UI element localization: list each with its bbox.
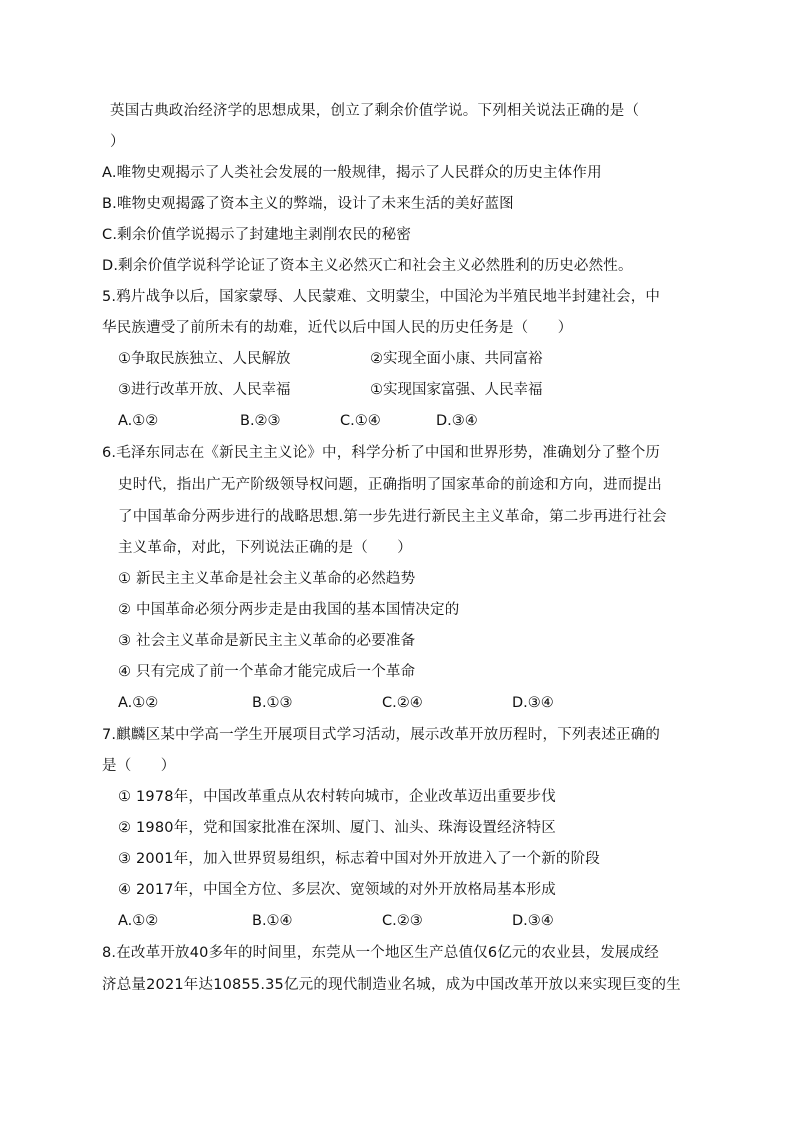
q8-stem-line-2: 济总量2021年达10855.35亿元的现代制造业名城，成为中国改革开放以来实现巨变的生: [102, 977, 681, 993]
intro-line-1: 英国古典政治经济学的思想成果，创立了剩余价值学说。下列相关说法正确的是（: [110, 103, 640, 119]
q6-item-2: ② 中国革命必须分两步走是由我国的基本国情决定的: [118, 602, 460, 618]
intro-option-b: B.唯物史观揭露了资本主义的弊端，设计了未来生活的美好蓝图: [102, 196, 514, 212]
q6-stem-line-1: 6.毛泽东同志在《新民主主义论》中，科学分析了中国和世界形势，准确划分了整个历: [102, 445, 661, 461]
q6-item-3: ③ 社会主义革命是新民主主义革命的必要准备: [118, 633, 416, 649]
q6-answer-a: A.①②: [118, 695, 159, 711]
intro-option-d: D.剩余价值学说科学论证了资本主义必然灭亡和社会主义必然胜利的历史必然性。: [102, 258, 633, 274]
intro-option-c: C.剩余价值学说揭示了封建地主剥削农民的秘密: [102, 227, 412, 243]
q6-item-1: ① 新民主主义革命是社会主义革命的必然趋势: [118, 571, 416, 587]
q7-item-1: ① 1978年，中国改革重点从农村转向城市，企业改革迈出重要步伐: [118, 789, 556, 805]
q6-answer-c: C.②④: [382, 695, 423, 711]
q5-item-2: ②实现全面小康、共同富裕: [370, 351, 543, 367]
q8-stem-line-1: 8.在改革开放40多年的时间里，东莞从一个地区生产总值仅6亿元的农业县，发展成经: [102, 945, 660, 961]
q5-item-4: ①实现国家富强、人民幸福: [370, 382, 543, 398]
q7-answer-d: D.③④: [512, 913, 554, 929]
q6-stem-line-4: 主义革命，对此，下列说法正确的是（ ）: [118, 540, 412, 556]
q5-answer-b: B.②③: [240, 413, 281, 429]
q5-answer-d: D.③④: [436, 413, 478, 429]
q7-item-2: ② 1980年，党和国家批准在深圳、厦门、汕头、珠海设置经济特区: [118, 820, 556, 836]
q5-stem-line-1: 5.鸦片战争以后，国家蒙辱、人民蒙难、文明蒙尘，中国沦为半殖民地半封建社会，中: [102, 289, 661, 305]
intro-option-a: A.唯物史观揭示了人类社会发展的一般规律，揭示了人民群众的历史主体作用: [102, 165, 602, 181]
q7-stem-line-1: 7.麒麟区某中学高一学生开展项目式学习活动，展示改革开放历程时，下列表述正确的: [102, 727, 661, 743]
q6-answer-d: D.③④: [512, 695, 554, 711]
q5-answer-c: C.①④: [340, 413, 381, 429]
q7-answer-b: B.①④: [252, 913, 293, 929]
q7-answer-a: A.①②: [118, 913, 159, 929]
q5-item-1: ①争取民族独立、人民解放: [118, 351, 291, 367]
intro-line-2: ）: [110, 134, 125, 150]
q7-item-4: ④ 2017年，中国全方位、多层次、宽领域的对外开放格局基本形成: [118, 882, 556, 898]
q7-stem-line-2: 是（ ）: [102, 758, 176, 774]
q6-stem-line-2: 史时代，指出广无产阶级领导权问题，正确指明了国家革命的前途和方向，进而提出: [118, 477, 662, 493]
q6-item-4: ④ 只有完成了前一个革命才能完成后一个革命: [118, 664, 416, 680]
q5-stem-line-2: 华民族遭受了前所未有的劫难，近代以后中国人民的历史任务是（ ）: [102, 320, 573, 336]
q6-answer-b: B.①③: [252, 695, 293, 711]
q7-item-3: ③ 2001年，加入世界贸易组织，标志着中国对外开放进入了一个新的阶段: [118, 851, 601, 867]
q5-item-3: ③进行改革开放、人民幸福: [118, 382, 291, 398]
q6-stem-line-3: 了中国革命分两步进行的战略思想.第一步先进行新民主主义革命，第二步再进行社会: [118, 509, 667, 525]
q5-answer-a: A.①②: [118, 413, 159, 429]
q7-answer-c: C.②③: [382, 913, 423, 929]
